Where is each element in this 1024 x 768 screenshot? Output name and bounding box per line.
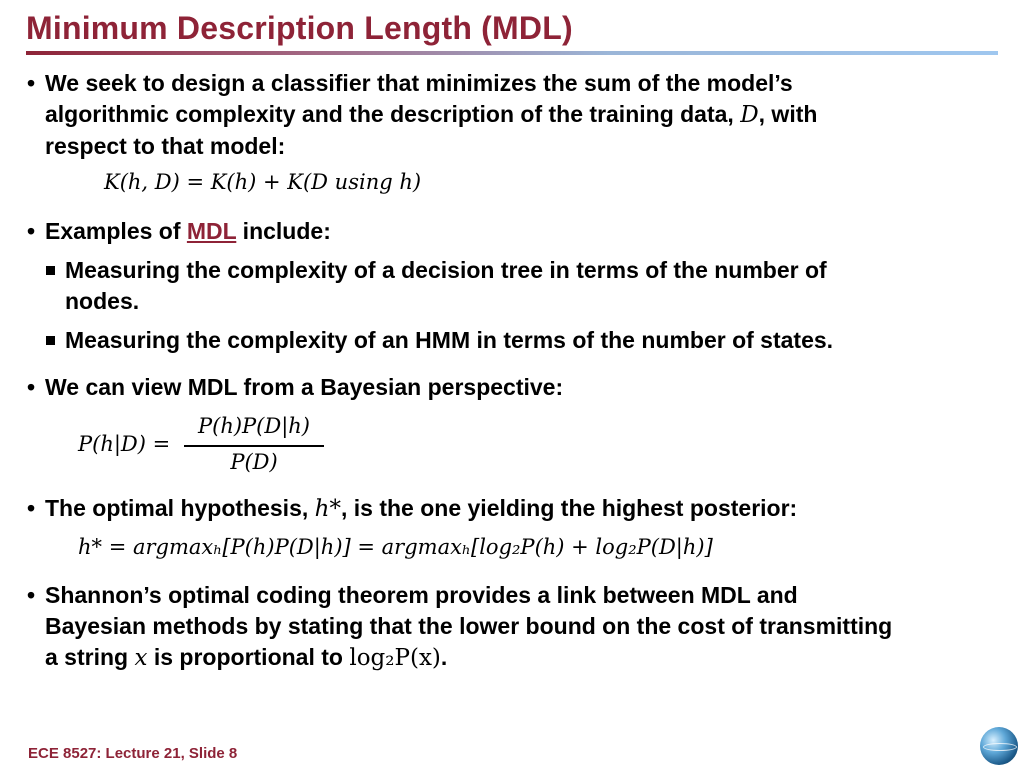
- sub-bullet-2-line: Measuring the complexity of an HMM in terms of the number of states.: [0, 325, 1024, 356]
- slide-title: Minimum Description Length (MDL): [26, 10, 573, 46]
- bullet-dot-icon: •: [27, 495, 36, 521]
- bullet-dot-icon: •: [27, 582, 36, 608]
- var-d: D: [740, 102, 759, 128]
- bullet-4: [0, 493, 1024, 525]
- sub-bullet-2: [0, 325, 1024, 356]
- fraction-denominator: P(D): [230, 450, 278, 474]
- sub-bullet-1-line-2: nodes.: [65, 288, 140, 314]
- square-bullet-icon: [46, 266, 55, 275]
- bullet-dot-icon: •: [27, 70, 36, 96]
- globe-ring: [983, 743, 1017, 751]
- equation-bayes-lhs: P(h|D) =: [78, 432, 171, 456]
- slide-footer: ECE 8527: Lecture 21, Slide 8: [28, 745, 238, 762]
- bullet-2-line: • Examples of MDL include:: [0, 216, 1024, 247]
- bullet-1-line-2: algorithmic complexity and the description of the training data, D, with: [45, 101, 818, 128]
- sub-bullet-1: [0, 255, 1024, 317]
- bullet-dot-icon: •: [27, 218, 36, 244]
- bullet-5-line-2: Bayesian methods by stating that the lower bound on the cost of transmitting: [45, 613, 893, 639]
- var-h-star: h*: [314, 496, 341, 522]
- bullet-3: [0, 372, 1024, 403]
- bullet-4-line: • The optimal hypothesis, h*, is the one yielding the highest posterior:: [27, 495, 798, 522]
- title-underline: [26, 51, 998, 55]
- bullet-1: [0, 68, 1024, 162]
- globe-logo-icon: [980, 727, 1018, 765]
- equation-complexity: K(h, D) = K(h) + K(D using h): [104, 170, 422, 194]
- log-expression: log₂P(x): [349, 645, 441, 671]
- var-x: x: [134, 645, 148, 671]
- bullet-5: [0, 580, 1024, 674]
- bullet-dot-icon: •: [27, 374, 36, 400]
- bullet-5-line-3: a string x is proportional to log₂P(x).: [45, 644, 448, 671]
- bullet-2: [0, 216, 1024, 247]
- fraction-bar: [184, 445, 324, 447]
- square-bullet-icon: [46, 336, 55, 345]
- bullet-3-line: • We can view MDL from a Bayesian perspective:: [0, 372, 1024, 403]
- equation-optimal-hypothesis: h* = argmaxₕ[P(h)P(D|h)] = argmaxₕ[log₂P(h) + log₂P(D|h)]: [78, 535, 713, 559]
- fraction-numerator: P(h)P(D|h): [198, 414, 310, 438]
- bullet-1-line-3: respect to that model:: [45, 133, 286, 159]
- sub-bullet-1-line-1: Measuring the complexity of a decision tree in terms of the number of: [0, 255, 1024, 286]
- bullet-1-line-1: • We seek to design a classifier that minimizes the sum of the model’s: [0, 68, 1024, 99]
- bullet-5-line-1: • Shannon’s optimal coding theorem provides a link between MDL and: [0, 580, 1024, 611]
- mdl-link[interactable]: MDL: [186, 218, 237, 244]
